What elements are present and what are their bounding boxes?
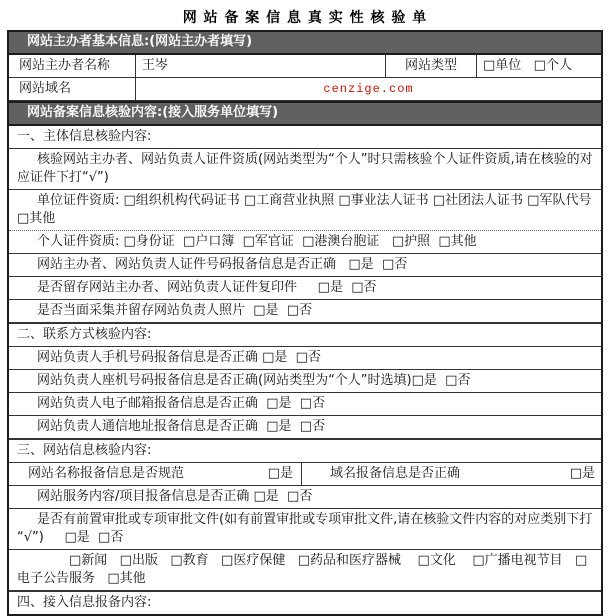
domain-value: cenzige.com (323, 82, 414, 96)
organizer-name-value: 王岑 (142, 58, 169, 73)
site-name-check-option: □是 (267, 466, 293, 481)
site-type-checkboxes: □单位 □个人 (483, 58, 572, 73)
verification-form-page (0, 7, 610, 616)
service-content-check-row: 网站服务内容/项目报备信息是否正确 □是 □否 (9, 486, 601, 509)
cert-copy-check-row: 是否留存网站主办者、网站负责人证件复印件 □是 □否 (9, 277, 601, 300)
cert-verify-intro: 核验网站主办者、网站负责人证件资质(网站类型为“个人”时只需核验个人证件资质,请在核验的对应证件下打“√”) (9, 149, 601, 190)
pre-approval-check-row: 是否有前置审批或专项审批文件(如有前置审批或专项审批文件,请在核验文件内容的对应类别下打“√”) □是 □否 (9, 509, 601, 550)
section-4-heading: 四、接入信息报备内容: (9, 591, 601, 614)
site-name-check-label: 网站名称报备信息是否规范 (28, 466, 185, 481)
site-name-check-cell (9, 463, 302, 485)
section-2-heading: 二、联系方式核验内容: (9, 323, 601, 347)
organizer-name-label: 网站主办者名称 (9, 55, 136, 77)
domain-check-option: □是 (569, 466, 595, 481)
form-table (7, 30, 603, 616)
domain-label: 网站域名 (9, 78, 136, 100)
domain-check-cell (302, 463, 601, 485)
basic-info-section-bar: 网站主办者基本信息:(网站主办者填写) (9, 32, 601, 55)
approval-category-options-row: □新闻 □出版 □教育 □医疗保健 □药品和医疗器械 □文化 □广播电视节目 □电子公告服务 □其他 (9, 550, 601, 591)
domain-check-label: 域名报备信息是否正确 (330, 466, 461, 481)
mobile-check-row: 网站负责人手机号码报备信息是否正确 □是 □否 (9, 347, 601, 370)
section-1-heading: 一、主体信息核验内容: (9, 126, 601, 149)
id-number-check-row: 网站主办者、网站负责人证件号码报备信息是否正确 □是 □否 (9, 254, 601, 277)
verify-section-bar: 网站备案信息核验内容:(接入服务单位填写) (9, 101, 601, 126)
organizer-row (9, 55, 601, 78)
section-3-heading: 三、网站信息核验内容: (9, 439, 601, 463)
domain-row (9, 78, 601, 101)
site-type-label: 网站类型 (385, 55, 477, 77)
unit-cert-options-row: 单位证件资质: □组织机构代码证书 □工商营业执照 □事业法人证书 □社团法人证书 □军队代号 □其他 (9, 190, 601, 231)
landline-check-row: 网站负责人座机号码报备信息是否正确(网站类型为“个人”时选填)□是 □否 (9, 370, 601, 393)
site-name-domain-check-row (9, 463, 601, 486)
email-check-row: 网站负责人电子邮箱报备信息是否正确 □是 □否 (9, 393, 601, 416)
photo-check-row: 是否当面采集并留存网站负责人照片 □是 □否 (9, 300, 601, 323)
personal-cert-options-row: 个人证件资质: □身份证 □户口簿 □军官证 □港澳台胞证 □护照 □其他 (9, 231, 601, 254)
address-check-row: 网站负责人通信地址报备信息是否正确 □是 □否 (9, 416, 601, 439)
page-title: 网 站 备 案 信 息 真 实 性 核 验 单 (182, 10, 428, 26)
